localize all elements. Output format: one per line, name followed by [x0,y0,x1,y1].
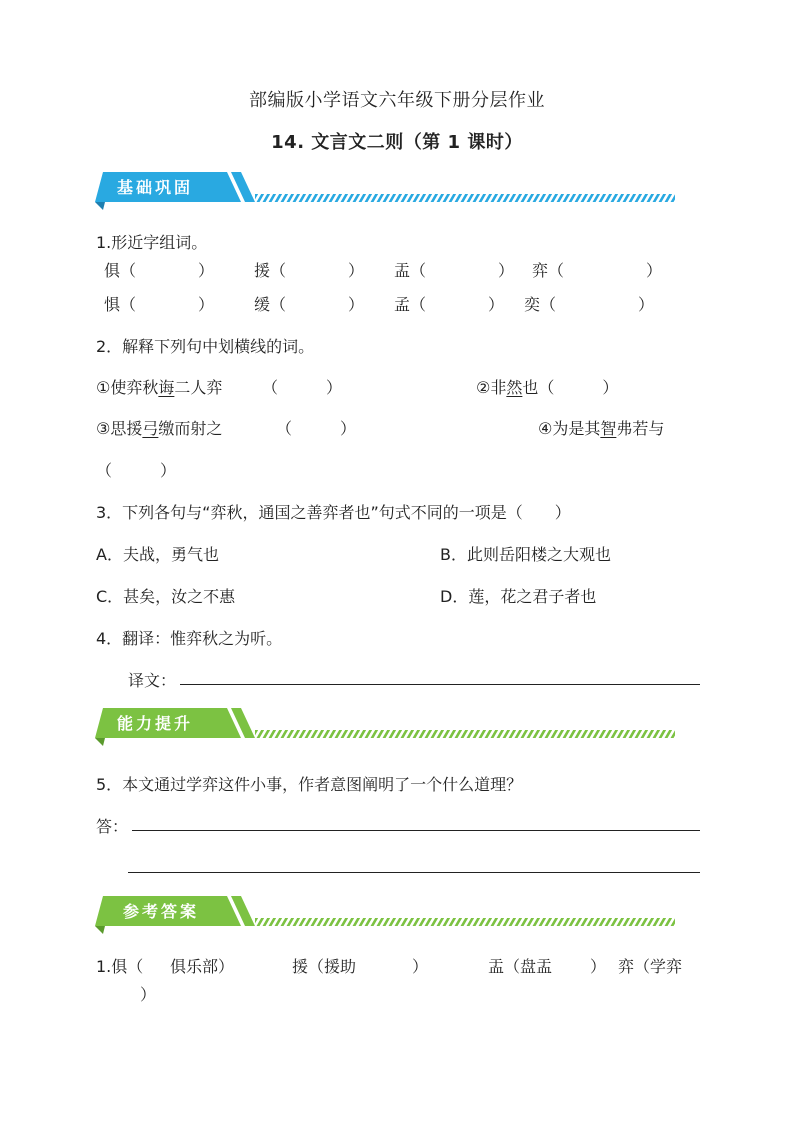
answer-2-value: 援（援助 [292,957,357,976]
q2-item-1 [96,375,222,398]
q2-item-1-post: 二人弈 [174,378,223,397]
q1-row1-c2-close: ） [348,261,365,280]
answer-3-close: ） [590,957,607,976]
q1-row2-c3: 孟（ [394,295,427,314]
q2-item-4-pre: ④为是其 [538,419,601,438]
lesson-subtitle: 14. 文言文二则（第 1 课时） [271,132,523,153]
answer-3-value: 盂（盘盂 [488,957,553,976]
section-banner-ability [95,706,680,746]
q5-title: 5．本文通过学弈这件小事，作者意图阐明了一个什么道理？ [96,775,523,794]
q2-item-4-underlined: 智 [600,419,617,438]
q1-row2-c4-close: ） [638,295,655,314]
q1-row2-c3-close: ） [488,295,505,314]
answer-1-value: 俱乐部） [170,957,235,976]
q1-row2-c2-close: ） [348,295,365,314]
q1-row1-c2: 援（ [254,261,287,280]
q5-answer-line-2[interactable] [128,872,700,873]
answer-4-close: ） [140,985,157,1004]
q3-title: 3．下列各句与“弈秋，通国之善弈者也”句式不同的一项是（ ） [96,503,571,522]
q1-row2-c1-close: ） [198,295,215,314]
q2-item-3-blank: （ ） [276,419,357,438]
q1-row2-c1: 惧（ [104,295,137,314]
q4-answer-line[interactable] [180,684,700,685]
answer-2-close: ） [412,957,429,976]
q4-answer-label: 译文： [128,671,177,690]
q2-item-1-blank: （ ） [262,378,343,397]
section-label-answers: 参考答案 [123,902,200,921]
q3-option-d: D．莲，花之君子者也 [440,587,597,606]
q2-item-3-pre: ③思援 [96,419,143,438]
answer-1-open: 1.俱（ [96,957,144,976]
section-label-ability: 能力提升 [117,714,194,733]
q5-answer-line-1[interactable] [132,830,700,831]
q2-item-3-underlined: 弓 [142,419,159,438]
section-banner-answers [95,894,680,934]
q1-row1-c3-close: ） [498,261,515,280]
q2-item-2-pre: ②非 [476,378,507,397]
q1-row1-c3: 盂（ [394,261,427,280]
q2-item-1-underlined: 诲 [158,378,175,397]
q2-item-2-post: 也（ ） [522,378,619,397]
q1-row2-c2: 缓（ [254,295,287,314]
q2-item-2-underlined: 然 [506,378,523,397]
q1-row1-c1: 俱（ [104,261,137,280]
answer-4-value: 弈（学弈 [618,957,683,976]
q1-row1-c4-close: ） [646,261,663,280]
q2-item-2 [476,375,618,398]
q2-item-4 [538,416,664,439]
q2-title: 2．解释下列句中划横线的词。 [96,337,315,356]
q3-option-c: C．甚矣，汝之不惠 [96,587,236,606]
q3-option-b: B．此则岳阳楼之大观也 [440,545,611,564]
q2-item-1-pre: ①使弈秋 [96,378,159,397]
q5-answer-label: 答： [96,817,129,836]
q1-row1-c1-close: ） [198,261,215,280]
q2-item-3 [96,416,222,439]
q1-row1-c4: 弈（ [532,261,565,280]
page-title: 部编版小学语文六年级下册分层作业 [249,90,545,111]
q3-option-a: A．夫战，勇气也 [96,545,219,564]
q4-title: 4．翻译：惟弈秋之为听。 [96,629,283,648]
q2-item-4-post: 弗若与 [616,419,665,438]
section-label-basic: 基础巩固 [117,178,194,197]
q1-row2-c4: 奕（ [524,295,557,314]
q2-item-3-post: 缴而射之 [158,419,223,438]
q2-item-4-blank: （ ） [96,461,177,480]
q1-title: 1.形近字组词。 [96,233,208,252]
section-banner-basic [95,170,680,210]
